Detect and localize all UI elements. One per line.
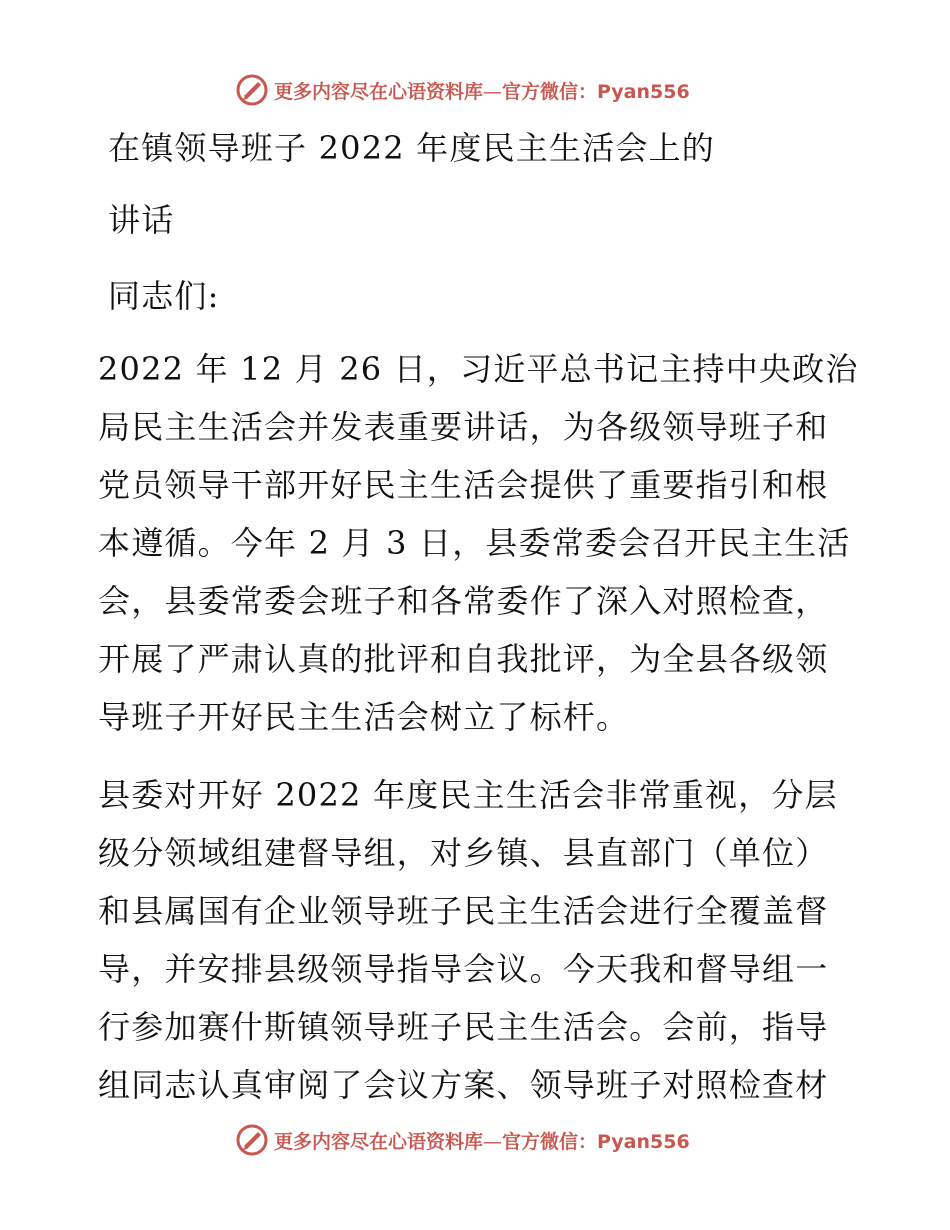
paragraph-line: 导，并安排县级领导指导会议。今天我和督导组一 <box>98 950 829 988</box>
watermark-separator: — <box>483 80 503 103</box>
watermark-text-cn: 更多内容尽在心语资料库 <box>274 80 484 103</box>
pen-logo-icon <box>234 72 270 108</box>
document-title-line2: 讲话 <box>108 201 175 239</box>
paragraph-2 <box>98 766 858 1114</box>
paragraph-line: 本遵循。今年 2 月 3 日，县委常委会召开民主生活 <box>98 524 851 562</box>
paragraph-1 <box>98 340 858 746</box>
paragraph-line: 局民主生活会并发表重要讲话，为各级领导班子和 <box>98 408 829 446</box>
paragraph-line: 和县属国有企业领导班子民主生活会进行全覆盖督 <box>98 892 829 930</box>
watermark-text-cn: 更多内容尽在心语资料库 <box>274 1130 484 1153</box>
pen-logo-icon <box>234 1122 270 1158</box>
watermark-footer <box>234 1122 714 1158</box>
paragraph-line: 2022 年 12 月 26 日，习近平总书记主持中央政治 <box>98 350 859 388</box>
document-title-line1: 在镇领导班子 2022 年度民主生活会上的 <box>108 129 715 167</box>
paragraph-line: 开展了严肃认真的批评和自我批评，为全县各级领 <box>98 640 829 678</box>
greeting: 同志们: <box>108 277 220 315</box>
paragraph-line: 党员领导干部开好民主生活会提供了重要指引和根 <box>98 466 829 504</box>
watermark-header <box>234 72 714 108</box>
watermark-text <box>274 77 690 104</box>
watermark-wechat: 官方微信：Pyan556 <box>502 80 690 103</box>
paragraph-line: 会，县委常委会班子和各常委作了深入对照检查， <box>98 582 829 620</box>
paragraph-line: 级分领域组建督导组，对乡镇、县直部门（单位） <box>98 834 829 872</box>
paragraph-line: 组同志认真审阅了会议方案、领导班子对照检查材 <box>98 1066 829 1104</box>
paragraph-line: 行参加赛什斯镇领导班子民主生活会。会前，指导 <box>98 1008 829 1046</box>
paragraph-line: 导班子开好民主生活会树立了标杆。 <box>98 698 630 736</box>
watermark-wechat: 官方微信：Pyan556 <box>502 1130 690 1153</box>
watermark-separator: — <box>483 1130 503 1153</box>
paragraph-line: 县委对开好 2022 年度民主生活会非常重视，分层 <box>98 776 838 814</box>
watermark-text <box>274 1127 690 1154</box>
